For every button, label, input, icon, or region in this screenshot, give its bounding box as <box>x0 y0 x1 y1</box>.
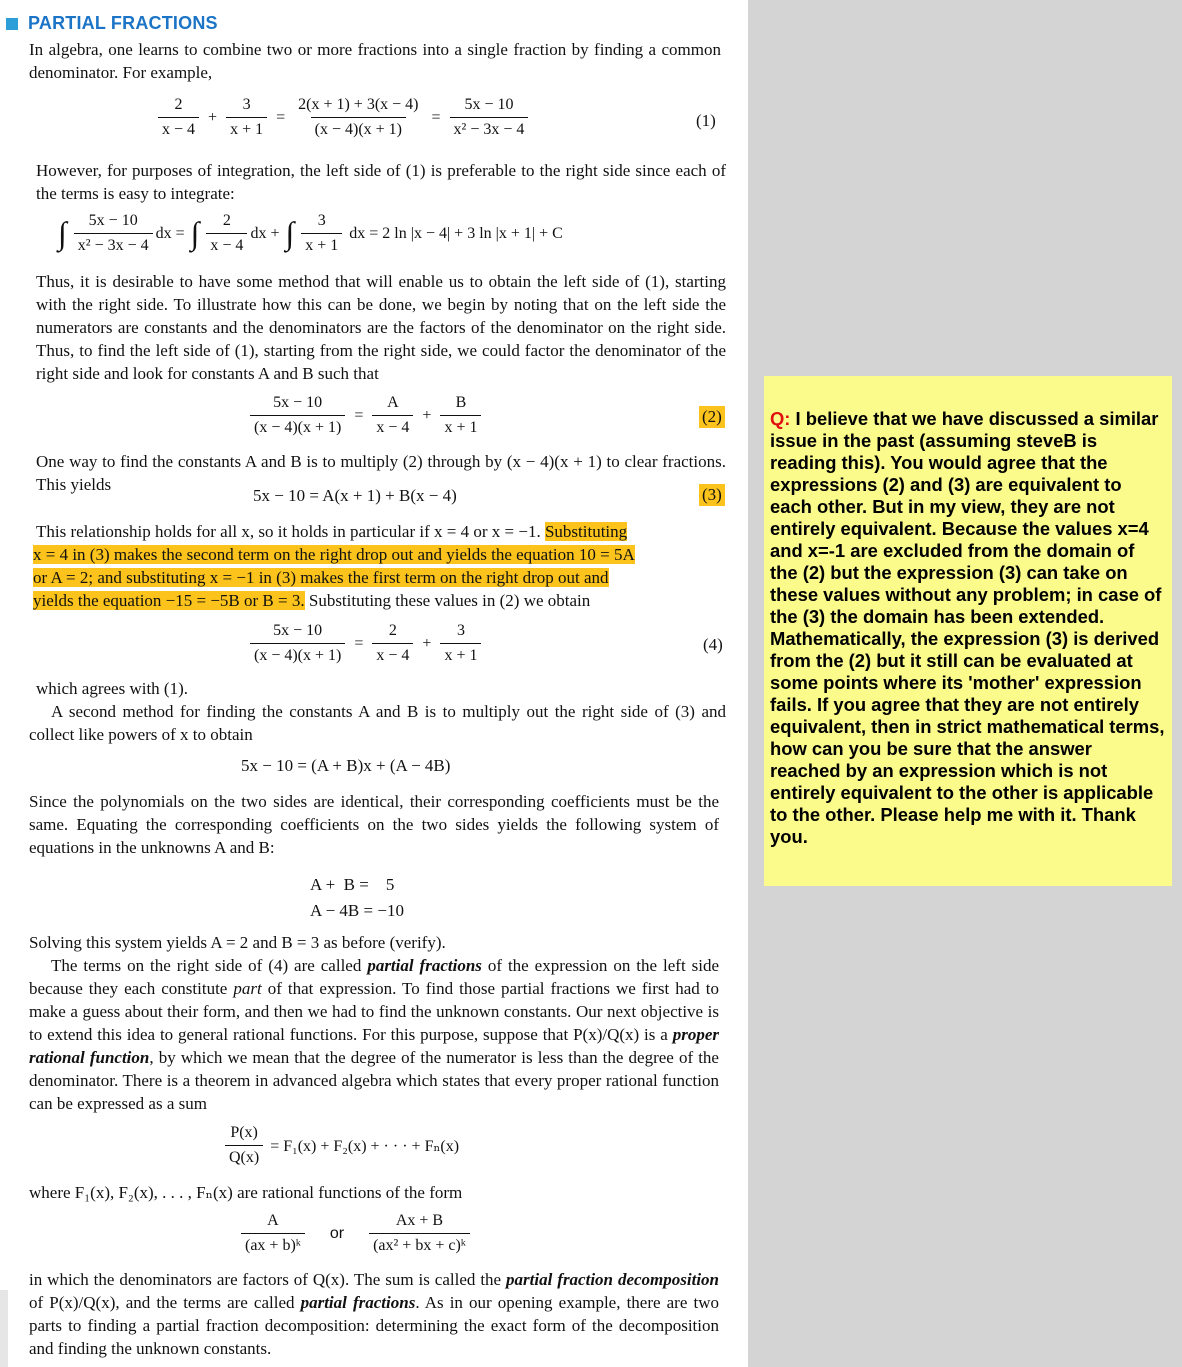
equation-6: $\frac{P(x)}{Q(x)}$ = F₁(x) + F₂(x) + · · · + Fₙ(x) <box>222 1124 459 1167</box>
equation-2: $\frac{5x - 10}{(x - 4)(x + 1)}$ = $\frac{A}{x - 4}$ + $\frac{B}{x + 1}$ <box>247 394 484 437</box>
term-partial-fractions-2: partial fractions <box>300 1293 416 1312</box>
integral-equation: ∫ $\frac{5x - 10}{\text{x² − 3x − 4}}$ dx = ∫ $\frac{2}{x - 4}$ dx + ∫ $\frac{3}{x + 1}$ dx = 2 ln |x − 4| + 3 ln |x + 1| + C <box>58 212 563 254</box>
heading-square-icon <box>6 18 18 30</box>
paragraph-agrees: which agrees with (1). <box>36 679 189 698</box>
term-partial-fraction-decomposition: partial fraction decomposition <box>506 1270 720 1289</box>
equation-3: 5x − 10 = A(x + 1) + B(x − 4) <box>253 486 457 505</box>
equation-4: $\frac{5x - 10}{(x - 4)(x + 1)}$ = $\frac{2}{x - 4}$ + $\frac{3}{x + 1}$ <box>247 622 484 665</box>
paragraph-clear-fractions: One way to find the constants A and B is to multiply (2) through by (x − 4)(x + 1) to clear fractions. This yields <box>36 452 726 494</box>
paragraph-decomposition: in which the denominators are factors of Q(x). The sum is called the partial fraction decomposition of P(x)/Q(x), and the terms are called partial fractions. As in our opening example, there are two parts to finding a partial fraction decomposition: determining the exact form of the decomposition and finding the unknown constants. <box>29 1270 720 1358</box>
paragraph-intro: In algebra, one learns to combine two or more fractions into a single fraction by finding a common denominator. For example, <box>29 40 721 82</box>
paragraph-coefficients: Since the polynomials on the two sides are identical, their corresponding coefficients must be the same. Equating the corresponding coefficients on the two sides yields the following system of equations in the unknowns A and B: <box>29 792 719 857</box>
paragraph-integration: However, for purposes of integration, the left side of (1) is preferable to the right side since each of the terms is easy to integrate: <box>36 161 726 203</box>
equation-1: $\frac{2}{x - 4}$ + $\frac{3}{x + 1}$ = $\frac{2(x + 1) + 3(x - 4)}{(x - 4)(x + 1)}$ = $\frac{5x - 10}{\text{x² − 3x − 4}}$ <box>155 96 531 139</box>
equation-5: 5x − 10 = (A + B)x + (A − 4B) <box>241 756 451 775</box>
paragraph-partial-fractions: The terms on the right side of (4) are called partial fractions of the expression on the left side because they each constitute part of that expression. To find those partial fractions we first had to make a guess about their form, and then we had to find the unknown constants. Our next objective is to extend this idea to general rational functions. For this purpose, suppose that P(x)/Q(x) is a proper rational function, by which we mean that the degree of the numerator is less than the degree of the denominator. There is a theorem in advanced algebra which states that every proper rational function can be expressed as a sum <box>29 956 719 1113</box>
equation-system: A + B = 5 A − 4B = −10 <box>310 875 404 920</box>
term-partial-fractions: partial fractions <box>367 956 482 975</box>
highlight-substituting: Substituting <box>544 522 628 541</box>
highlight-line-4: yields the equation −15 = −5B or B = 3. <box>33 591 305 610</box>
equation-2-tag: (2) <box>699 406 725 428</box>
equation-7: $\frac{A}{\text{(ax + b)ᵏ}}$ or $\frac{Ax + B}{\text{(ax² + bx + c)ᵏ}}$ <box>238 1212 473 1255</box>
note-text: I believe that we have discussed a similar issue in the past (assuming steveB is reading this). You would agree that the expressions (2) and (3) are equivalent to each other. But in my view, they are not entirely equivalent. Because the values x=4 and x=-1 are excluded from the domain of the (2) but the expression (3) can take on these values without any problem; in case of the (3) the domain has been extended. Mathematically, the expression (3) is derived from the (2) but it still can be evaluated at some points where its 'mother' expression fails. If you agree that they are not entirely equivalent, then in strict mathematical terms, how can you be sure that the answer reached by an expression which is not entirely equivalent to the other is applicable to the other. Please help me with it. Thank you. <box>770 408 1165 847</box>
paragraph-second-method: A second method for finding the constants A and B is to multiply out the right side of (3) and collect like powers of x to obtain <box>29 702 726 744</box>
paragraph-substitution: This relationship holds for all x, so it holds in particular if x = 4 or x = −1. Substituting x = 4 in (3) makes the second term on the right drop out and yields the equation 10 = 5A or A = 2; and substituting x = −1 in (3) makes the first term on the right drop out and yields the equation −15 = −5B or B = 3. Substituting these values in (2) we obtain <box>33 522 635 610</box>
note-q-label: Q: <box>770 408 791 429</box>
paragraph-solving: Solving this system yields A = 2 and B = 3 as before (verify). <box>29 933 446 952</box>
question-note <box>764 376 1172 886</box>
section-heading: PARTIAL FRACTIONS <box>6 13 218 34</box>
paragraph-where: where F₁(x), F₂(x), . . . , Fₙ(x) are rational functions of the form <box>29 1183 463 1202</box>
equation-4-tag: (4) <box>703 635 723 654</box>
paragraph-method: Thus, it is desirable to have some method that will enable us to obtain the left side of (1), starting with the right side. To illustrate how this can be done, we begin by noting that on the left side the numerators are constants and the denominators are the factors of the denominator on the right side. Thus, to find the left side of (1), starting from the right side, we could factor the denominator of the right side and look for constants A and B such that <box>36 272 726 383</box>
equation-3-tag: (3) <box>699 484 725 506</box>
equation-1-tag: (1) <box>696 111 716 130</box>
highlight-line-3: or A = 2; and substituting x = −1 in (3) makes the first term on the right drop out and <box>33 568 609 587</box>
term-proper-rational-function: proper rational function <box>29 1025 719 1067</box>
highlight-line-2: x = 4 in (3) makes the second term on the right drop out and yields the equation 10 = 5A <box>33 545 635 564</box>
margin-strip <box>0 1290 8 1367</box>
